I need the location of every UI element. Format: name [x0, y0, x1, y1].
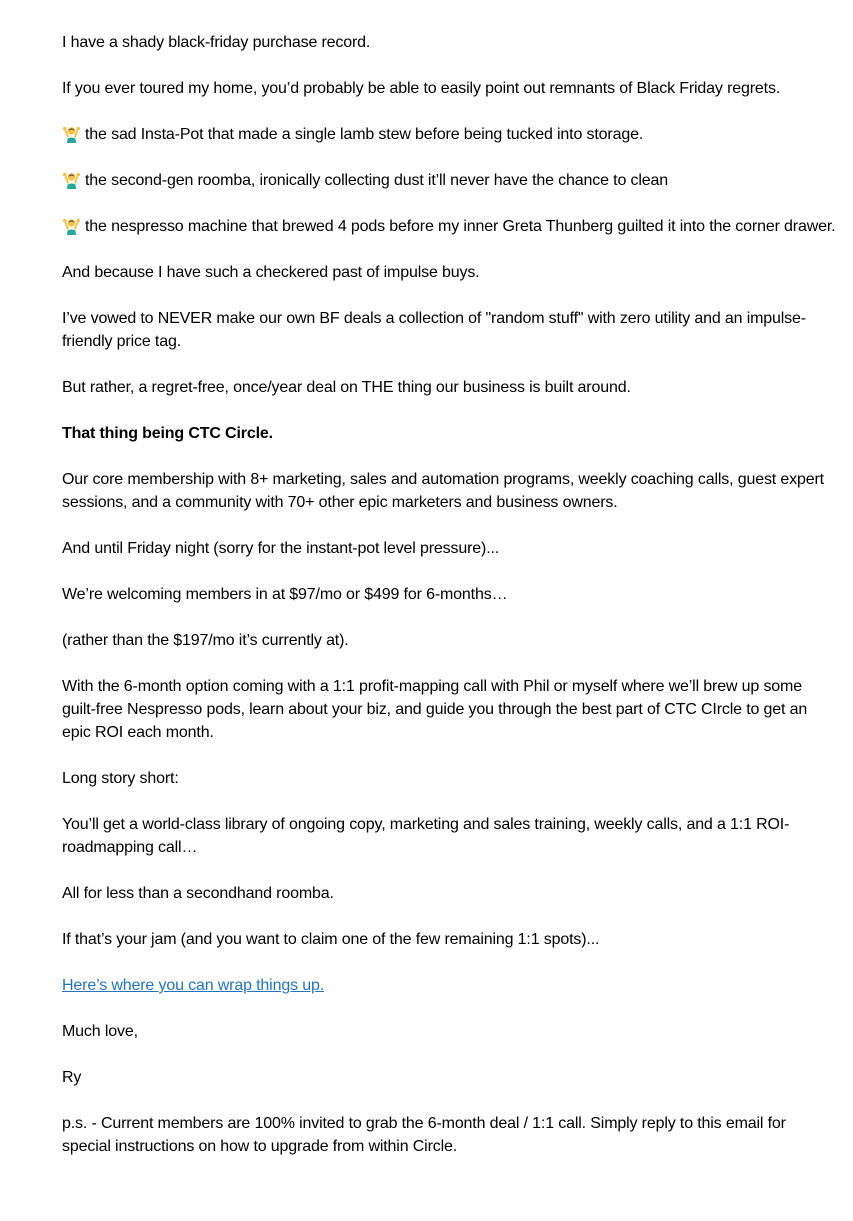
wrap-things-up-link[interactable]: Here’s where you can wrap things up.: [62, 977, 325, 994]
paragraph-long-story-short: Long story short:: [62, 770, 179, 787]
paragraph-your-jam: If that’s your jam (and you want to claim one of the few remaining 1:1 spots)...: [62, 931, 600, 948]
paragraph-home-tour: If you ever toured my home, you’d probably be able to easily point out remnants of Black Friday regrets.: [62, 80, 781, 97]
man-shrugging-emoji: [62, 216, 81, 235]
signature: Ry: [62, 1069, 82, 1086]
man-shrugging-emoji: [62, 170, 81, 189]
paragraph-pricing: We’re welcoming members in at $97/mo or $499 for 6-months…: [62, 586, 508, 603]
paragraph-shady-record: I have a shady black-friday purchase record.: [62, 34, 371, 51]
signoff: Much love,: [62, 1023, 138, 1040]
list-item-text: the nespresso machine that brewed 4 pods before my inner Greta Thunberg guilted it into the corner drawer.: [85, 218, 836, 235]
list-item: [62, 215, 837, 238]
list-item-text: the second-gen roomba, ironically collecting dust it’ll never have the chance to clean: [85, 172, 668, 189]
paragraph-current-price: (rather than the $197/mo it’s currently at).: [62, 632, 349, 649]
paragraph-checkered-past: And because I have such a checkered past of impulse buys.: [62, 264, 480, 281]
paragraph-vow: I’ve vowed to NEVER make our own BF deals a collection of "random stuff" with zero utility and an impulse-friendly price tag.: [62, 310, 806, 350]
paragraph-roomba-compare: All for less than a secondhand roomba.: [62, 885, 334, 902]
man-shrugging-emoji: [62, 124, 81, 143]
paragraph-regret-free-deal: But rather, a regret-free, once/year deal on THE thing our business is built around.: [62, 379, 631, 396]
list-item-text: the sad Insta-Pot that made a single lamb stew before being tucked into storage.: [85, 126, 644, 143]
paragraph-membership-description: Our core membership with 8+ marketing, sales and automation programs, weekly coaching calls, guest expert sessions, and a community with 70+ other epic marketers and business owners.: [62, 471, 824, 511]
paragraph-what-you-get: You’ll get a world-class library of ongoing copy, marketing and sales training, weekly calls, and a 1:1 ROI-roadmapping call…: [62, 816, 790, 856]
bold-heading-ctc-circle: That thing being CTC Circle.: [62, 425, 273, 442]
list-item: [62, 169, 837, 192]
link-paragraph: [62, 974, 837, 997]
paragraph-deadline: And until Friday night (sorry for the instant-pot level pressure)...: [62, 540, 500, 557]
regret-list: [62, 123, 837, 238]
postscript: p.s. - Current members are 100% invited to grab the 6-month deal / 1:1 call. Simply reply to this email for special instructions on how to upgrade from within Circle.: [62, 1115, 786, 1155]
paragraph-profit-mapping-call: With the 6-month option coming with a 1:1 profit-mapping call with Phil or myself where we’ll brew up some guilt-free Nespresso pods, learn about your biz, and guide you through the best part of CTC CIrcle to get an epic ROI each month.: [62, 678, 808, 741]
list-item: [62, 123, 837, 146]
